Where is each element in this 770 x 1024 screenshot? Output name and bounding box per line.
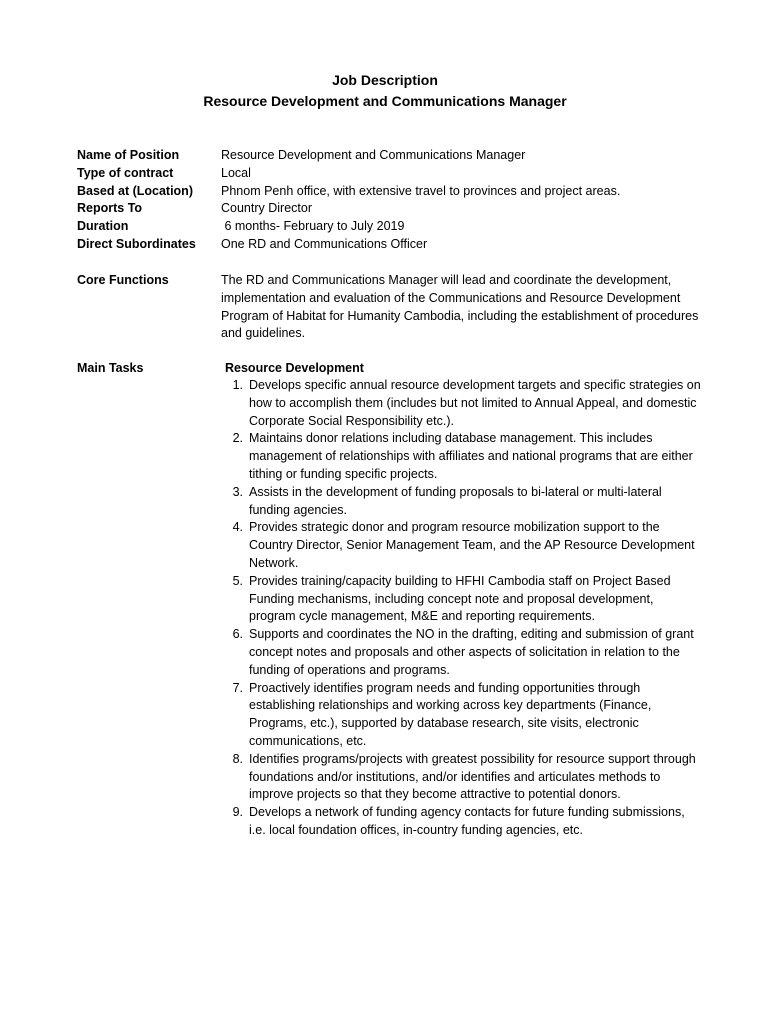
list-item (221, 573, 701, 626)
core-functions-label: Core Functions (77, 273, 169, 287)
field-label-subordinates: Direct Subordinates (77, 237, 196, 251)
list-item-number: 3. (232, 484, 243, 499)
list-item-number: 2. (232, 431, 243, 446)
document-title: Job Description (332, 72, 438, 88)
list-item (221, 751, 701, 804)
document-subtitle: Resource Development and Communications Manager (203, 93, 567, 109)
list-item (221, 626, 701, 679)
field-value-subordinates: One RD and Communications Officer (221, 237, 428, 251)
list-item (221, 484, 701, 520)
field-value-duration: 6 months- February to July 2019 (221, 219, 405, 234)
list-item (221, 519, 701, 572)
list-item-number: 7. (232, 680, 243, 695)
list-item-text: Provides strategic donor and program resource mobilization support to the Country Director, Senior Management Team, and the AP Resource Development Network. (249, 520, 695, 570)
list-item-number: 6. (232, 627, 243, 642)
list-item-text: Maintains donor relations including database management. This includes management of relationships with affiliates and national programs that are either tithing or funding specific projects. (249, 431, 693, 481)
list-item-text: Supports and coordinates the NO in the drafting, editing and submission of grant concept notes and proposals and other aspects of solicitation in relation to the funding of operations and programs. (249, 627, 694, 677)
main-tasks-label: Main Tasks (77, 361, 144, 375)
list-item (221, 804, 701, 840)
list-item-number: 5. (232, 573, 243, 588)
list-item-number: 4. (232, 520, 243, 535)
list-item-text: Assists in the development of funding proposals to bi-lateral or multi-lateral funding agencies. (249, 484, 662, 517)
field-label-contract: Type of contract (77, 165, 174, 180)
field-label-position: Name of Position (77, 148, 180, 162)
list-item-text: Provides training/capacity building to HFHI Cambodia staff on Project Based Funding mechanisms, including concept note and proposal development, program cycle management, M&E and reporting requirements. (249, 573, 671, 624)
list-item (221, 680, 701, 751)
core-functions-text: The RD and Communications Manager will lead and coordinate the development, implementation and evaluation of the Communications and Resource Development Program of Habitat for Humanity Cambodia, including the establishment of procedures and guidelines. (221, 273, 699, 341)
list-item (221, 377, 701, 430)
field-label-duration: Duration (77, 219, 129, 234)
task-list (221, 377, 701, 840)
section-title-resource-development: Resource Development (225, 361, 364, 375)
field-label-reports-to: Reports To (77, 201, 143, 216)
field-label-location: Based at (Location) (77, 183, 193, 198)
field-value-reports-to: Country Director (221, 201, 312, 216)
field-value-location: Phnom Penh office, with extensive travel to provinces and project areas. (221, 183, 621, 198)
field-value-position: Resource Development and Communications Manager (221, 148, 526, 162)
field-value-contract: Local (221, 165, 251, 180)
list-item-text: Identifies programs/projects with greatest possibility for resource support through foundations and/or institutions, and/or identifies and articulates methods to improve projects so that they become attractive to potential donors. (249, 751, 696, 802)
list-item-text: Develops specific annual resource development targets and specific strategies on how to accomplish them (includes but not limited to Annual Appeal, and domestic Corporate Social Responsibility etc.). (249, 378, 701, 428)
list-item (221, 430, 701, 483)
list-item-text: Proactively identifies program needs and funding opportunities through establishing relationships and working across key departments (Finance, Programs, etc.), supported by database research, site visits, electronic communications, etc. (249, 680, 652, 748)
list-item-number: 1. (232, 378, 243, 392)
list-item-number: 9. (232, 805, 243, 820)
list-item-text: Develops a network of funding agency contacts for future funding submissions, i.e. local foundation offices, in-country funding agencies, etc. (249, 805, 685, 837)
list-item-number: 8. (232, 751, 243, 766)
